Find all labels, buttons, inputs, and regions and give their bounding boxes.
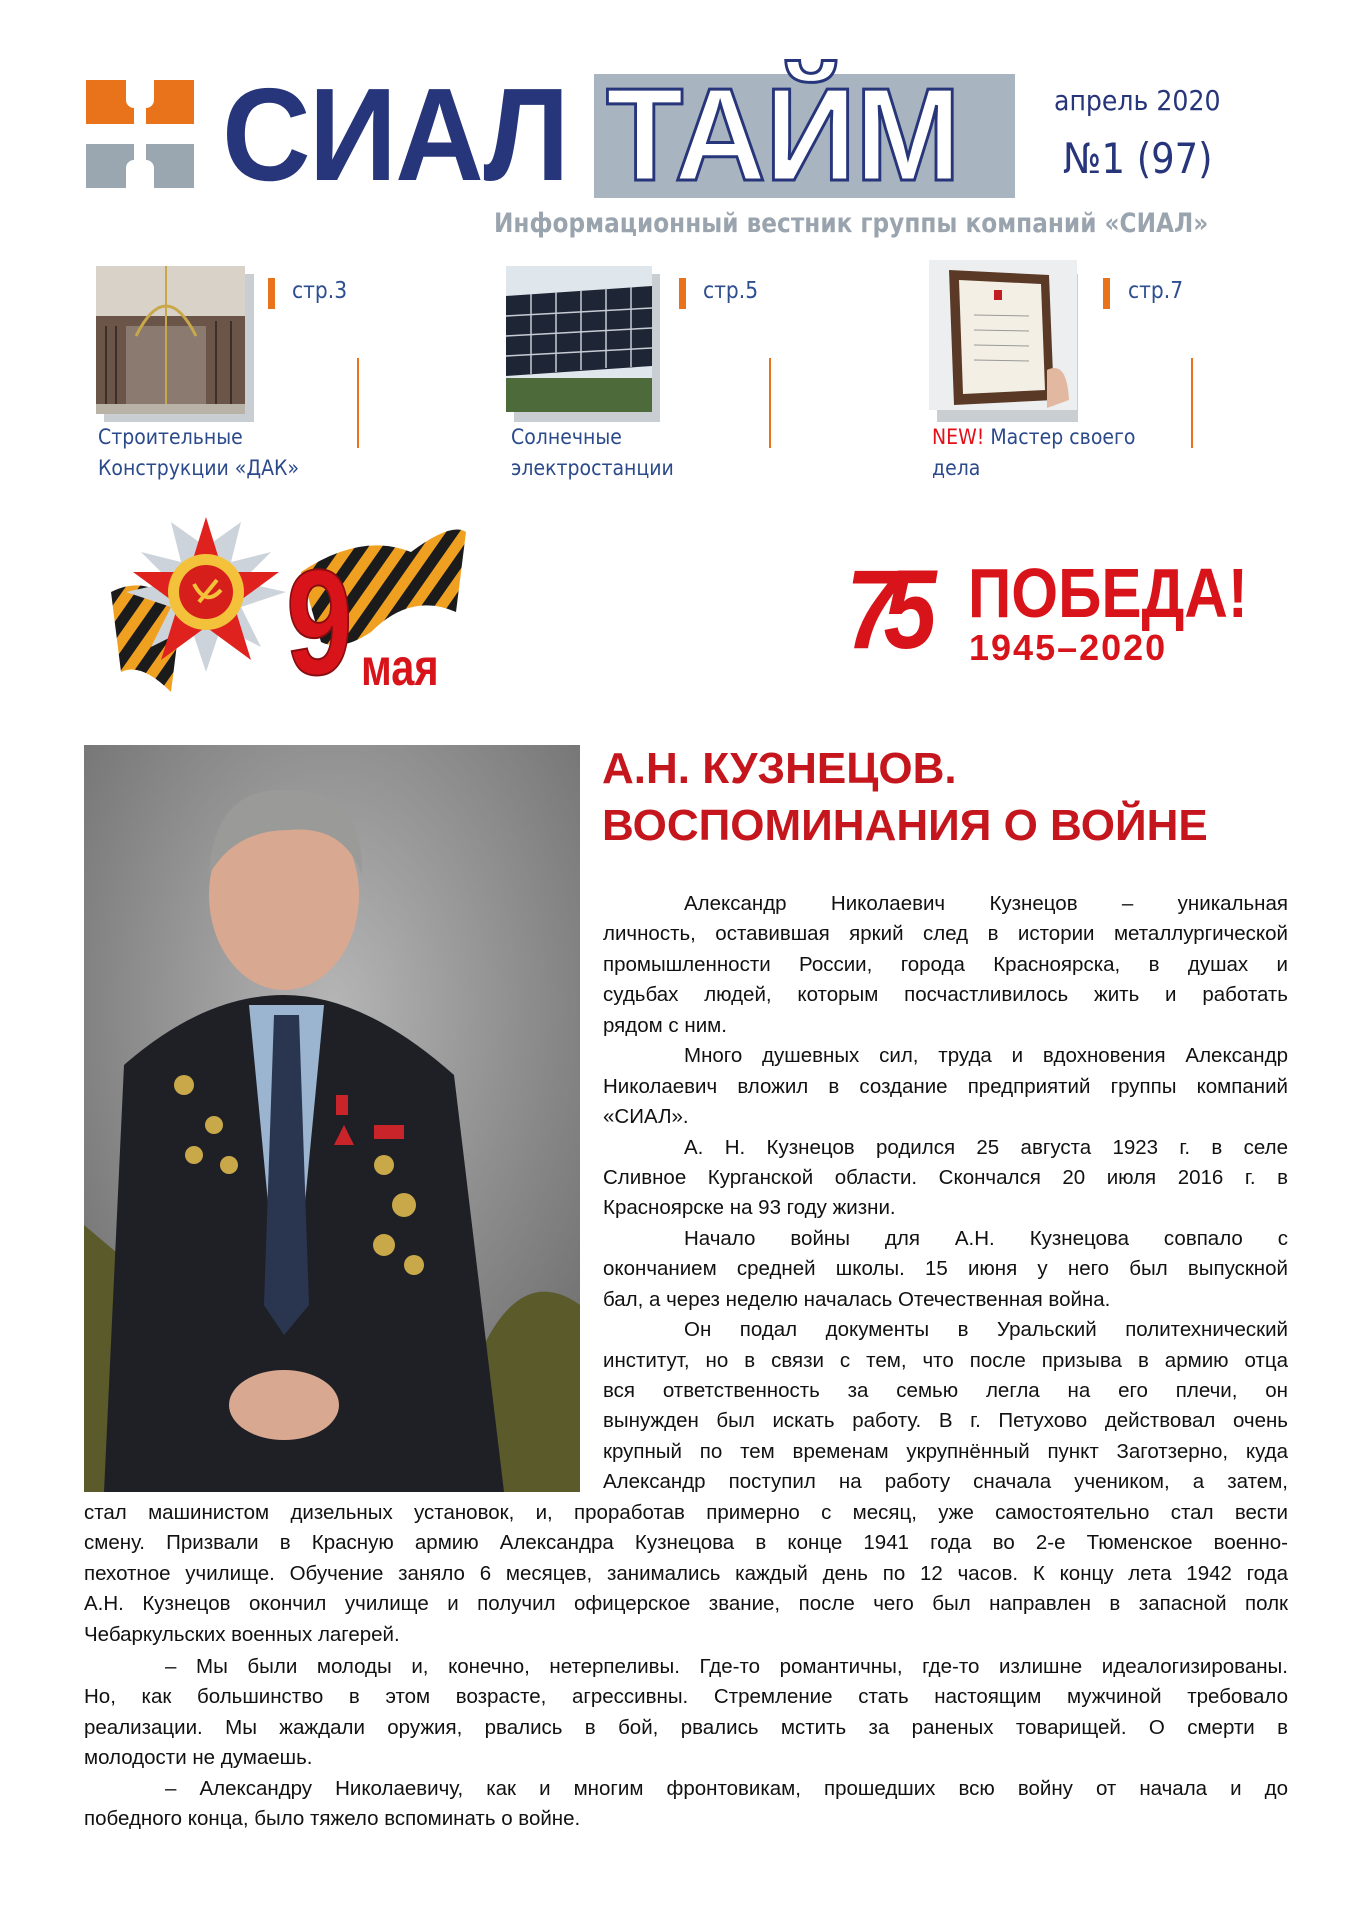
text-line: промышленности России, города Красноярска, в душах и bbox=[603, 952, 1288, 976]
victory-years: 1945–2020 bbox=[969, 627, 1168, 668]
text-line: «СИАЛ». bbox=[603, 1105, 689, 1129]
teaser-caption: Солнечные электростанции bbox=[511, 425, 674, 480]
text-line: Александр Николаевич Кузнецов – уникальная bbox=[684, 892, 1288, 915]
text-line: А.Н. Кузнецов окончил училище и получил офицерское звание, после чего был направлен в запасной полк bbox=[84, 1592, 1288, 1616]
issue-number: №1 (97) bbox=[1063, 134, 1213, 183]
text-line: реализации. Мы жаждали оружия, рвались в бой, рвались мстить за раненых товарищей. О смерти в bbox=[84, 1715, 1288, 1739]
article-body-full-width bbox=[84, 1498, 1288, 1650]
teaser-caption: Строительные Конструкции «ДАК» bbox=[98, 425, 300, 480]
text-line: пехотное училище. Обучение заняло 6 месяцев, занимались каждый день по 12 часов. К концу лета 1942 года bbox=[84, 1561, 1288, 1585]
article-quotes bbox=[84, 1652, 1288, 1835]
victory-75-logo bbox=[846, 547, 1276, 678]
may9-number: 9 bbox=[286, 538, 353, 706]
page-ref: стр.5 bbox=[703, 278, 759, 304]
sial-logo-icon bbox=[86, 80, 194, 188]
text-line: рядом с ним. bbox=[603, 1013, 727, 1037]
article-body-right-column bbox=[603, 889, 1288, 1498]
text-line: Сливное Курганской области. Скончался 20 июля 2016 г. в bbox=[603, 1165, 1288, 1189]
text-line: Но, как большинство в этом возрасте, агрессивны. Стремление стать настоящим мужчиной требовало bbox=[84, 1685, 1288, 1709]
may9-word: мая bbox=[361, 639, 439, 697]
text-line: институт, но в связи с тем, что после призыва в армию отца bbox=[603, 1348, 1288, 1372]
text-line: вся ответственность за семью легла на его плечи, он bbox=[603, 1379, 1288, 1402]
text-line: победного конца, было тяжело вспоминать о войне. bbox=[84, 1807, 581, 1831]
solar-panels-thumbnail bbox=[506, 266, 652, 412]
brand-name-time: ТАЙМ bbox=[606, 61, 960, 208]
victory-number: 75 bbox=[846, 547, 922, 672]
masthead-subtitle: Информационный вестник группы компаний «СИАЛ» bbox=[494, 208, 1209, 239]
text-line: Красноярске на 93 году жизни. bbox=[603, 1196, 896, 1220]
article-title: А.Н. КУЗНЕЦОВ. ВОСПОМИНАНИЯ О ВОЙНЕ bbox=[602, 744, 1208, 850]
text-line: – Александру Николаевичу, как и многим фронтовикам, прошедших всю войну от начала и до bbox=[165, 1776, 1288, 1800]
text-line: бал, а через неделю началась Отечественная война. bbox=[603, 1287, 1111, 1311]
portrait-photo bbox=[84, 745, 580, 1492]
text-line: А. Н. Кузнецов родился 25 августа 1923 г. в селе bbox=[684, 1135, 1288, 1159]
text-line: личность, оставившая яркий след в истории металлургической bbox=[603, 922, 1288, 946]
text-line: Начало войны для А.Н. Кузнецова совпало с bbox=[684, 1226, 1288, 1250]
text-line: – Мы были молоды и, конечно, нетерпеливы. Где-то романтичны, где-то излишне идеалогизированы. bbox=[165, 1655, 1288, 1678]
text-line: судьбах людей, которым посчастливилось жить и работать bbox=[603, 983, 1288, 1007]
new-badge: NEW! bbox=[932, 425, 985, 449]
text-line: Много душевных сил, труда и вдохновения Александр bbox=[684, 1044, 1288, 1068]
page-ref: стр.7 bbox=[1128, 278, 1184, 304]
text-line: молодости не думаешь. bbox=[84, 1746, 313, 1770]
victory-word: ПОБЕДА! bbox=[968, 554, 1248, 632]
brand-name-sial: СИАЛ bbox=[222, 61, 568, 208]
page-ref: стр.3 bbox=[292, 278, 348, 304]
text-line: Чебаркульских военных лагерей. bbox=[84, 1622, 400, 1646]
may9-emblem bbox=[111, 512, 471, 707]
text-line: вынужден был искать работу. В г. Петухово действовал очень bbox=[603, 1409, 1288, 1433]
text-line: Он подал документы в Уральский политехнический bbox=[684, 1318, 1288, 1342]
issue-date: апрель 2020 bbox=[1054, 84, 1221, 117]
text-line: Николаевич вложил в создание предприятий группы компаний bbox=[603, 1074, 1288, 1098]
text-line: Александр поступил на работу сначала учеником, а затем, bbox=[603, 1470, 1288, 1494]
certificate-thumbnail bbox=[929, 260, 1077, 410]
text-line: смену. Призвали в Красную армию Александра Кузнецова в конце 1941 года во 2-е Тюменское военно- bbox=[84, 1531, 1288, 1555]
construction-thumbnail bbox=[96, 266, 245, 414]
text-line: окончанием средней школы. 15 июня у него был выпускной bbox=[603, 1257, 1288, 1281]
teaser-caption: NEW! Мастер своего дела bbox=[932, 425, 1136, 480]
text-line: стал машинистом дизельных установок, и, проработав примерно с месяц, уже самостоятельно стал вести bbox=[84, 1501, 1288, 1524]
text-line: крупный по тем временам укрупнённый пункт Заготзерно, куда bbox=[603, 1439, 1288, 1463]
